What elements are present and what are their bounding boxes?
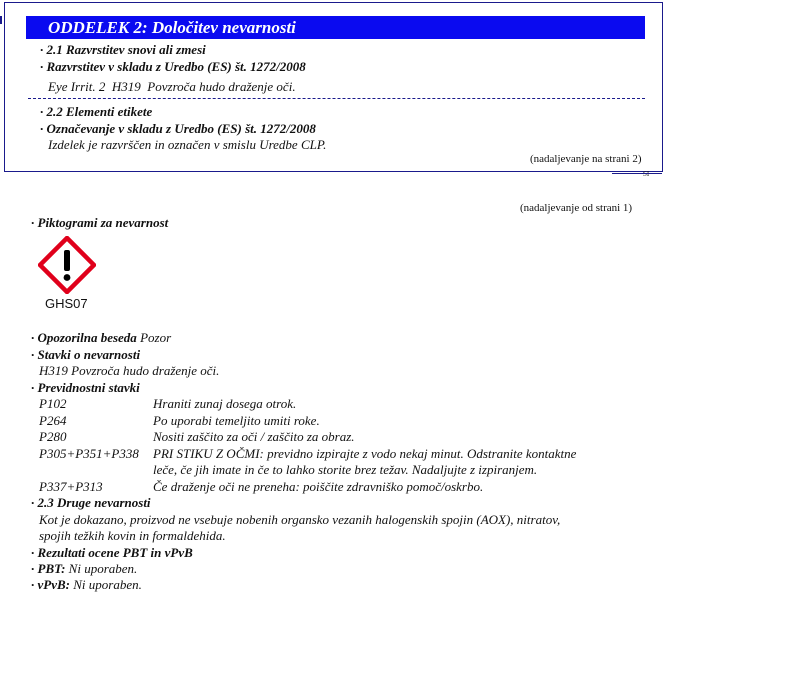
precautionary-code: P305+P351+P338: [39, 446, 139, 461]
classification-hcode: H319: [111, 79, 141, 94]
labelling-regulation: · Označevanje v skladu z Uredbo (ES) št. 1272/2008: [40, 121, 316, 136]
precautionary-text: PRI STIKU Z OČMI: previdno izpirajte z vodo nekaj minut. Odstranite kontaktne: [153, 446, 577, 461]
precautionary-code: P280: [39, 429, 67, 444]
pbt-value: Ni uporaben.: [68, 561, 138, 576]
language-code: SI: [643, 170, 650, 178]
hazard-statement-text: H319 Povzroča hudo draženje oči.: [39, 363, 220, 378]
vpvb-value: Ni uporaben.: [73, 577, 142, 592]
pictograms-heading: · Piktogrami za nevarnost: [31, 215, 169, 230]
ghs07-exclamation-icon: [38, 236, 96, 294]
continued-to-note: (nadaljevanje na strani 2): [530, 153, 642, 165]
section-title: ODDELEK 2: Določitev nevarnosti: [48, 18, 296, 37]
precautionary-row: [0, 446, 700, 462]
signal-word-value: Pozor: [140, 330, 172, 345]
signal-word-label: · Opozorilna beseda: [31, 330, 137, 345]
classification-text: Povzroča hudo draženje oči.: [147, 79, 296, 94]
precautionary-row: [0, 429, 700, 445]
pictogram-code: GHS07: [45, 296, 88, 311]
precautionary-code: P264: [39, 413, 67, 428]
precautionary-row: [0, 413, 700, 429]
margin-mark: [0, 16, 2, 24]
pbt-line: [31, 561, 137, 577]
precautionary-row: [0, 396, 700, 412]
precautionary-code: P337+P313: [39, 479, 103, 494]
subsection-2-1-heading: · 2.1 Razvrstitev snovi ali zmesi: [40, 42, 206, 57]
other-hazards-text: spojih težkih kovin in formaldehida.: [39, 528, 226, 543]
precautionary-row: [0, 479, 700, 495]
precautionary-row-continuation: [0, 462, 700, 478]
vpvb-label: · vPvB:: [31, 577, 70, 592]
precautionary-text: Po uporabi temeljito umiti roke.: [153, 413, 320, 428]
precautionary-code: P102: [39, 396, 67, 411]
pbt-label: · PBT:: [31, 561, 66, 576]
classification-regulation: · Razvrstitev v skladu z Uredbo (ES) št. 1272/2008: [40, 59, 306, 74]
pbt-heading: · Rezultati ocene PBT in vPvB: [31, 545, 193, 560]
vpvb-line: [31, 577, 142, 593]
precautionary-text: Nositi zaščito za oči / zaščito za obraz.: [153, 429, 355, 444]
section-header-bar: [26, 16, 645, 39]
precautionary-text: Hraniti zunaj dosega otrok.: [153, 396, 297, 411]
signal-word-line: [31, 330, 171, 346]
classification-code: Eye Irrit. 2: [48, 79, 106, 94]
dashed-divider: [28, 98, 645, 99]
frame-tail-line: [612, 173, 662, 174]
precautionary-text: Če draženje oči ne preneha: poiščite zdravniško pomoč/oskrbo.: [153, 479, 484, 494]
continued-from-note: (nadaljevanje od strani 1): [520, 202, 633, 214]
subsection-2-2-heading: · 2.2 Elementi etikete: [40, 104, 153, 119]
precautionary-heading: · Previdnostni stavki: [31, 380, 140, 395]
hazard-statements-heading: · Stavki o nevarnosti: [31, 347, 141, 362]
other-hazards-text: Kot je dokazano, proizvod ne vsebuje nobenih organsko vezanih halogenskih spojin (AOX), nitratov,: [39, 512, 561, 527]
classification-line: [48, 79, 296, 95]
labelling-text: Izdelek je razvrščen in označen v smislu Uredbe CLP.: [48, 137, 327, 152]
other-hazards-heading: · 2.3 Druge nevarnosti: [31, 495, 151, 510]
precautionary-text: leče, če jih imate in če to lahko storite brez težav. Nadaljujte z izpiranjem.: [153, 462, 538, 477]
